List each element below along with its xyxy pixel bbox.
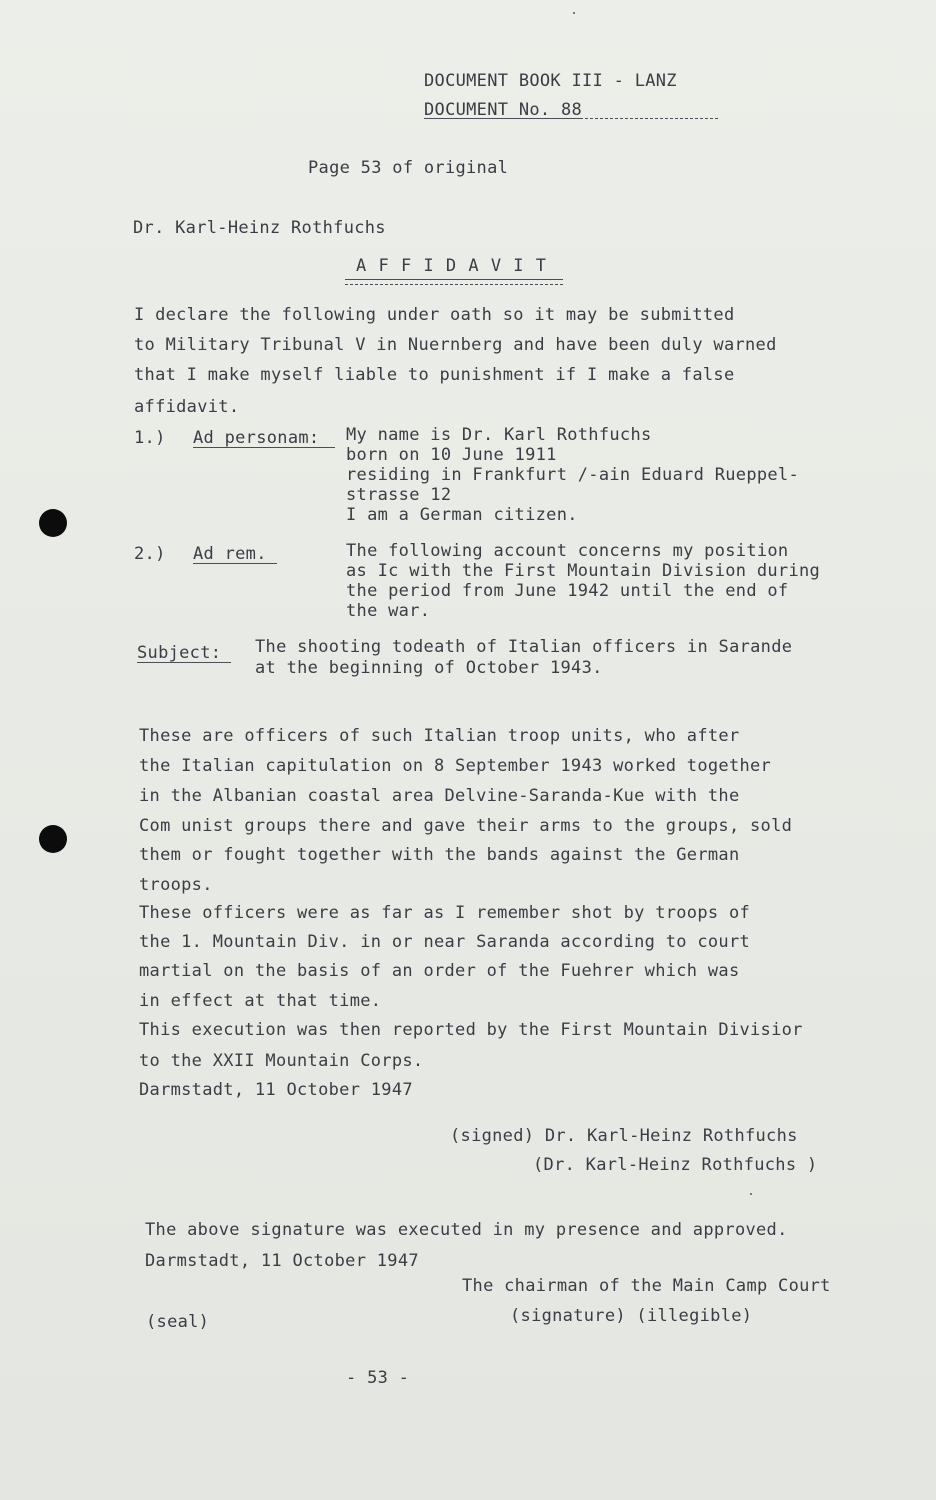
item2-line: the period from June 1942 until the end of <box>346 581 789 601</box>
body-line: These are officers of such Italian troop units, who after <box>139 726 740 746</box>
subject-label: Subject: <box>137 643 222 663</box>
body-line: the 1. Mountain Div. in or near Saranda according to court <box>139 932 751 952</box>
item1-line: I am a German citizen. <box>346 505 578 525</box>
body-line: Com unist groups there and gave their arms to the groups, sold <box>139 816 793 836</box>
body-line: to the XXII Mountain Corps. <box>139 1051 424 1071</box>
body-line: in the Albanian coastal area Delvine-Saranda-Kue with the <box>139 786 740 806</box>
punch-hole <box>39 509 67 537</box>
item1-label: Ad personam: <box>193 428 320 448</box>
intro-line: affidavit. <box>134 397 240 417</box>
signed-line: (signed) Dr. Karl-Heinz Rothfuchs <box>450 1126 798 1146</box>
intro-line: that I make myself liable to punishment if I make a false <box>134 365 735 385</box>
title-underline <box>345 279 563 280</box>
title-underline-second <box>345 284 563 285</box>
body-line: in effect at that time. <box>139 991 382 1011</box>
item2-label-underline <box>193 563 277 564</box>
body-line: them or fought together with the bands against the German <box>139 845 740 865</box>
page-reference: Page 53 of original <box>308 158 509 178</box>
document-book-label: DOCUMENT BOOK III - LANZ <box>424 71 677 91</box>
body-line: the Italian capitulation on 8 September 1943 worked together <box>139 756 772 776</box>
item1-line: born on 10 June 1911 <box>346 445 557 465</box>
chairman-signature: (signature) (illegible) <box>510 1306 753 1326</box>
item2-label: Ad rem. <box>193 544 267 564</box>
body-line: martial on the basis of an order of the Fuehrer which was <box>139 961 740 981</box>
chairman-title: The chairman of the Main Camp Court <box>462 1276 831 1296</box>
body-line: troops. <box>139 875 213 895</box>
signer-name: (Dr. Karl-Heinz Rothfuchs ) <box>533 1155 818 1175</box>
subject-label-underline <box>137 662 231 663</box>
doc-number-dashed-line <box>580 118 718 119</box>
seal-mark: (seal) <box>146 1312 210 1332</box>
item1-number: 1.) <box>134 428 166 448</box>
item1-line: strasse 12 <box>346 485 452 505</box>
attestation-line: The above signature was executed in my presence and approved. <box>145 1220 788 1240</box>
item1-line: residing in Frankfurt /-ain Eduard Rueppel- <box>346 465 799 485</box>
item2-number: 2.) <box>134 544 166 564</box>
item1-label-underline <box>193 447 335 448</box>
place-date: Darmstadt, 11 October 1947 <box>139 1080 413 1100</box>
page-number: - 53 - <box>346 1368 410 1388</box>
affidavit-title: A F F I D A V I T <box>356 256 547 276</box>
item2-line: The following account concerns my position <box>346 541 789 561</box>
attestation-date: Darmstadt, 11 October 1947 <box>145 1251 419 1271</box>
item2-line: as Ic with the First Mountain Division during <box>346 561 821 581</box>
document-number: DOCUMENT No. 88 <box>424 100 583 120</box>
item2-line: the war. <box>346 601 431 621</box>
paper-speck <box>750 1193 752 1195</box>
body-line: These officers were as far as I remember shot by troops of <box>139 903 751 923</box>
intro-line: to Military Tribunal V in Nuernberg and have been duly warned <box>134 335 777 355</box>
punch-hole <box>39 825 67 853</box>
author-name: Dr. Karl-Heinz Rothfuchs <box>133 218 386 238</box>
body-line: This execution was then reported by the First Mountain Divisior <box>139 1020 803 1040</box>
paper-speck <box>573 12 575 14</box>
subject-line: at the beginning of October 1943. <box>255 658 603 678</box>
subject-line: The shooting todeath of Italian officers in Sarande <box>255 637 793 657</box>
intro-line: I declare the following under oath so it may be submitted <box>134 305 735 325</box>
doc-number-underline <box>424 118 580 119</box>
item1-line: My name is Dr. Karl Rothfuchs <box>346 425 652 445</box>
